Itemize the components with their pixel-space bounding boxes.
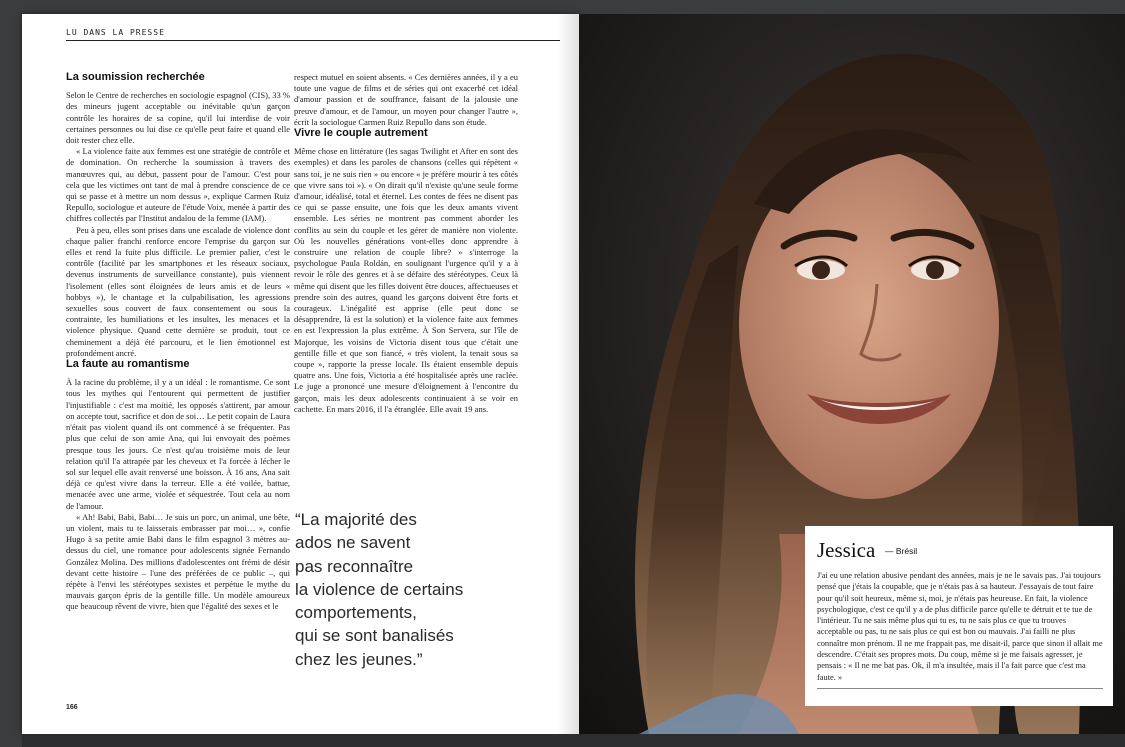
- section-title-soumission: La soumission recherchée: [66, 71, 205, 83]
- paragraph: respect mutuel en soient absents. « Ces dernières années, il y a eu toute une vague de films et de séries qui ont exacerbé cet idéal d'amour passion et de souffrance, faisant de la jalousie une preuve d'amour, et de l'amour, un moyen pour changer l'autre », écrit la sociologue Carmen Ruiz Repullo dans son étude.: [294, 72, 518, 127]
- left-page: [22, 14, 579, 734]
- text-column-1: [66, 72, 290, 613]
- paragraph: « La violence faite aux femmes est une stratégie de contrôle et de domination. On recherche la soumission à travers des manœuvres qui, au début, passent pour de l'amour. C'est pour cela que les victimes ont tant de mal à prendre conscience de ce qui se passe et à mettre un nom dessus », explique Carmen Ruiz Repullo, sociologue et auteure de l'étude Voix, menée à partir des chiffres collectés par l'Institut andalou de la femme (IAM).: [66, 146, 290, 224]
- paragraph: Même chose en littérature (les sagas Twilight et After en sont des exemples) et dans les paroles de chansons (celles qui répètent « sans toi, je ne suis rien » ou encore « je préfère mourir à tes côtés que vivre sans toi »). « On dirait qu'il n'existe qu'une seule forme d'amour, idéalisé, total et éternel. Les contes de fées ne disent pas ce qui se passe ensuite, une fois que les deux amants vivent ensemble. Les séries ne montrent pas comment aborder les conflits au sein du couple et les gérer de manière non violente. Où les nouvelles générations vont-elles donc apprendre à construire une relation de couple libre? » s'interroge la psychologue Paula Roldán, en soulignant l'urgence qu'il y a à revoir le rôle des genres et à se défaire des stéréotypes. Ceux là même qui disent que les filles doivent être douces, affectueuses et prendre soin des autres, quand les garçons doivent être forts et courageux. L'inégalité est apprise (elle peut donc se désapprendre, là est la solution) et la violence faite aux femmes en est l'expression la plus extrême. À Son Servera, sur l'île de Majorque, les voisins de Victoria disent tous que c'était une gentille fille et que son fiancé, « très violent, la tenait sous sa coupe », rapporte la presse locale. Ils étaient ensemble depuis quatre ans. Une fois, Victoria a été hospitalisée après une raclée. Le juge a prononcé une mesure d'éloignement à l'encontre du garçon, mais les deux adolescents continuaient à se voir en cachette. En mars 2016, il l'a étranglée. Elle avait 19 ans.: [294, 146, 518, 414]
- viewer-bottom-edge: [22, 734, 1125, 747]
- section-title-romantisme: La faute au romantisme: [66, 358, 190, 371]
- section-title-couple: Vivre le couple autrement: [294, 127, 428, 140]
- page-number: 166: [66, 704, 78, 711]
- testimonial-name: Jessica: [817, 538, 876, 562]
- paragraph: Selon le Centre de recherches en sociologie espagnol (CIS), 33 % des mineurs jugent acceptable ou inévitable qu'un garçon contrôle les horaires de sa copine, qu'il lui interdise de voir certaines personnes ou lui dise ce qu'elle peut faire et quand elle doit rester chez elle.: [66, 90, 290, 146]
- paragraph: À la racine du problème, il y a un idéal : le romantisme. Ce sont tous les mythes qui l'entourent qui permettent de justifier l'injustifiable : c'est ma moitié, les opposés s'attirent, par amour on accepte tout, sacrifice et don de soi… Le petit copain de Laura n'était pas violent quand ils ont commencé à se fréquenter. Pas plus que celui de son amie Ana, qui lui envoyait des poèmes presque tous les jours. Ce n'est qu'au troisième mois de leur relation qu'il l'a attrapée par les cheveux et l'a forcée à lécher le sol sur lequel elle avait renversé une boisson. À 16 ans, Ana sait déjà ce qu'est vivre dans la terreur. Elle a été voilée, battue, menacée avec une arme, violée et séquestrée. Tout cela au nom de l'amour.: [66, 377, 290, 511]
- testimonial-rule: [817, 688, 1103, 689]
- paragraph: Peu à peu, elles sont prises dans une escalade de violence dont chaque palier franchi renforce encore l'emprise du garçon sur elles et rend la fuite plus difficile. Le premier palier, c'est le contrôle (facilité par les smartphones et les réseaux sociaux, devenus instruments de surveillance constante), puis viennent l'isolement (elles sont éloignées de leurs amis et de leurs « hobbys »), le chantage et la culpabilisation, les agressions sexuelles sous couvert de faux consentement ou sous la contrainte, les humiliations et les insultes, les menaces et la violence physique. Quand cette dernière se produit, tout ce cheminement a déjà été parcouru, et le lien émotionnel est profondément ancré.: [66, 224, 290, 358]
- testimonial-country: — Brésil: [885, 546, 918, 556]
- testimonial-box: [805, 526, 1113, 706]
- testimonial-text: J'ai eu une relation abusive pendant des années, mais je ne le savais pas. J'ai toujours pensé que j'étais la coupable, que je n'étais pas à sa hauteur. J'essayais de tout faire pour qu'il soit heureux, même si, moi, je n'étais pas heureuse. En fait, la violence psychologique, c'est ce qu'il y a de plus difficile parce qu'elle te détruit et te tue de l'intérieur. Tu ne sais même plus qui tu es, tu ne sais plus ce que tu trouves acceptable ou pas, tu ne sais plus ce qui est bon ou mauvais. J'ai failli ne plus connaître mon prénom. Il ne me frappait pas, me disait-il, parce que sinon il allait me descendre. C'était ses propres mots. Du coup, même si je me faisais agresser, je pensais : « Il ne me bat pas. Ok, il m'a insultée, mais il l'a fait parce que c'est ma faute. »: [817, 571, 1103, 682]
- page-gutter-shadow: [557, 14, 579, 734]
- running-head: LU DANS LA PRESSE: [66, 28, 165, 37]
- right-page: [579, 14, 1125, 734]
- paragraph: « Ah! Babi, Babi, Babi… Je suis un porc, un animal, une bête, un violent, mais tu te laisserais embrasser par moi… », confie Hugo à sa petite amie Babi dans le film espagnol 3 mètres au-dessus du ciel, une romance pour adolescents signée Fernando González Molina. Des millions d'adolescentes ont frémi de désir devant cette histoire – l'une des préférées de ce public –, qui répète à l'envi les stéréotypes sexistes et perpétue le mythe du mauvais garçon épris de la gentille fille. Un modèle amoureux que beaucoup rêvent de vivre, bien que l'égalité des sexes et le: [66, 511, 290, 612]
- pull-quote: “La majorité des ados ne savent pas reconnaître la violence de certains comportements, qui se sont banalisés chez les jeunes.”: [295, 510, 464, 669]
- running-head-rule: [66, 40, 560, 41]
- text-column-2: [294, 72, 518, 415]
